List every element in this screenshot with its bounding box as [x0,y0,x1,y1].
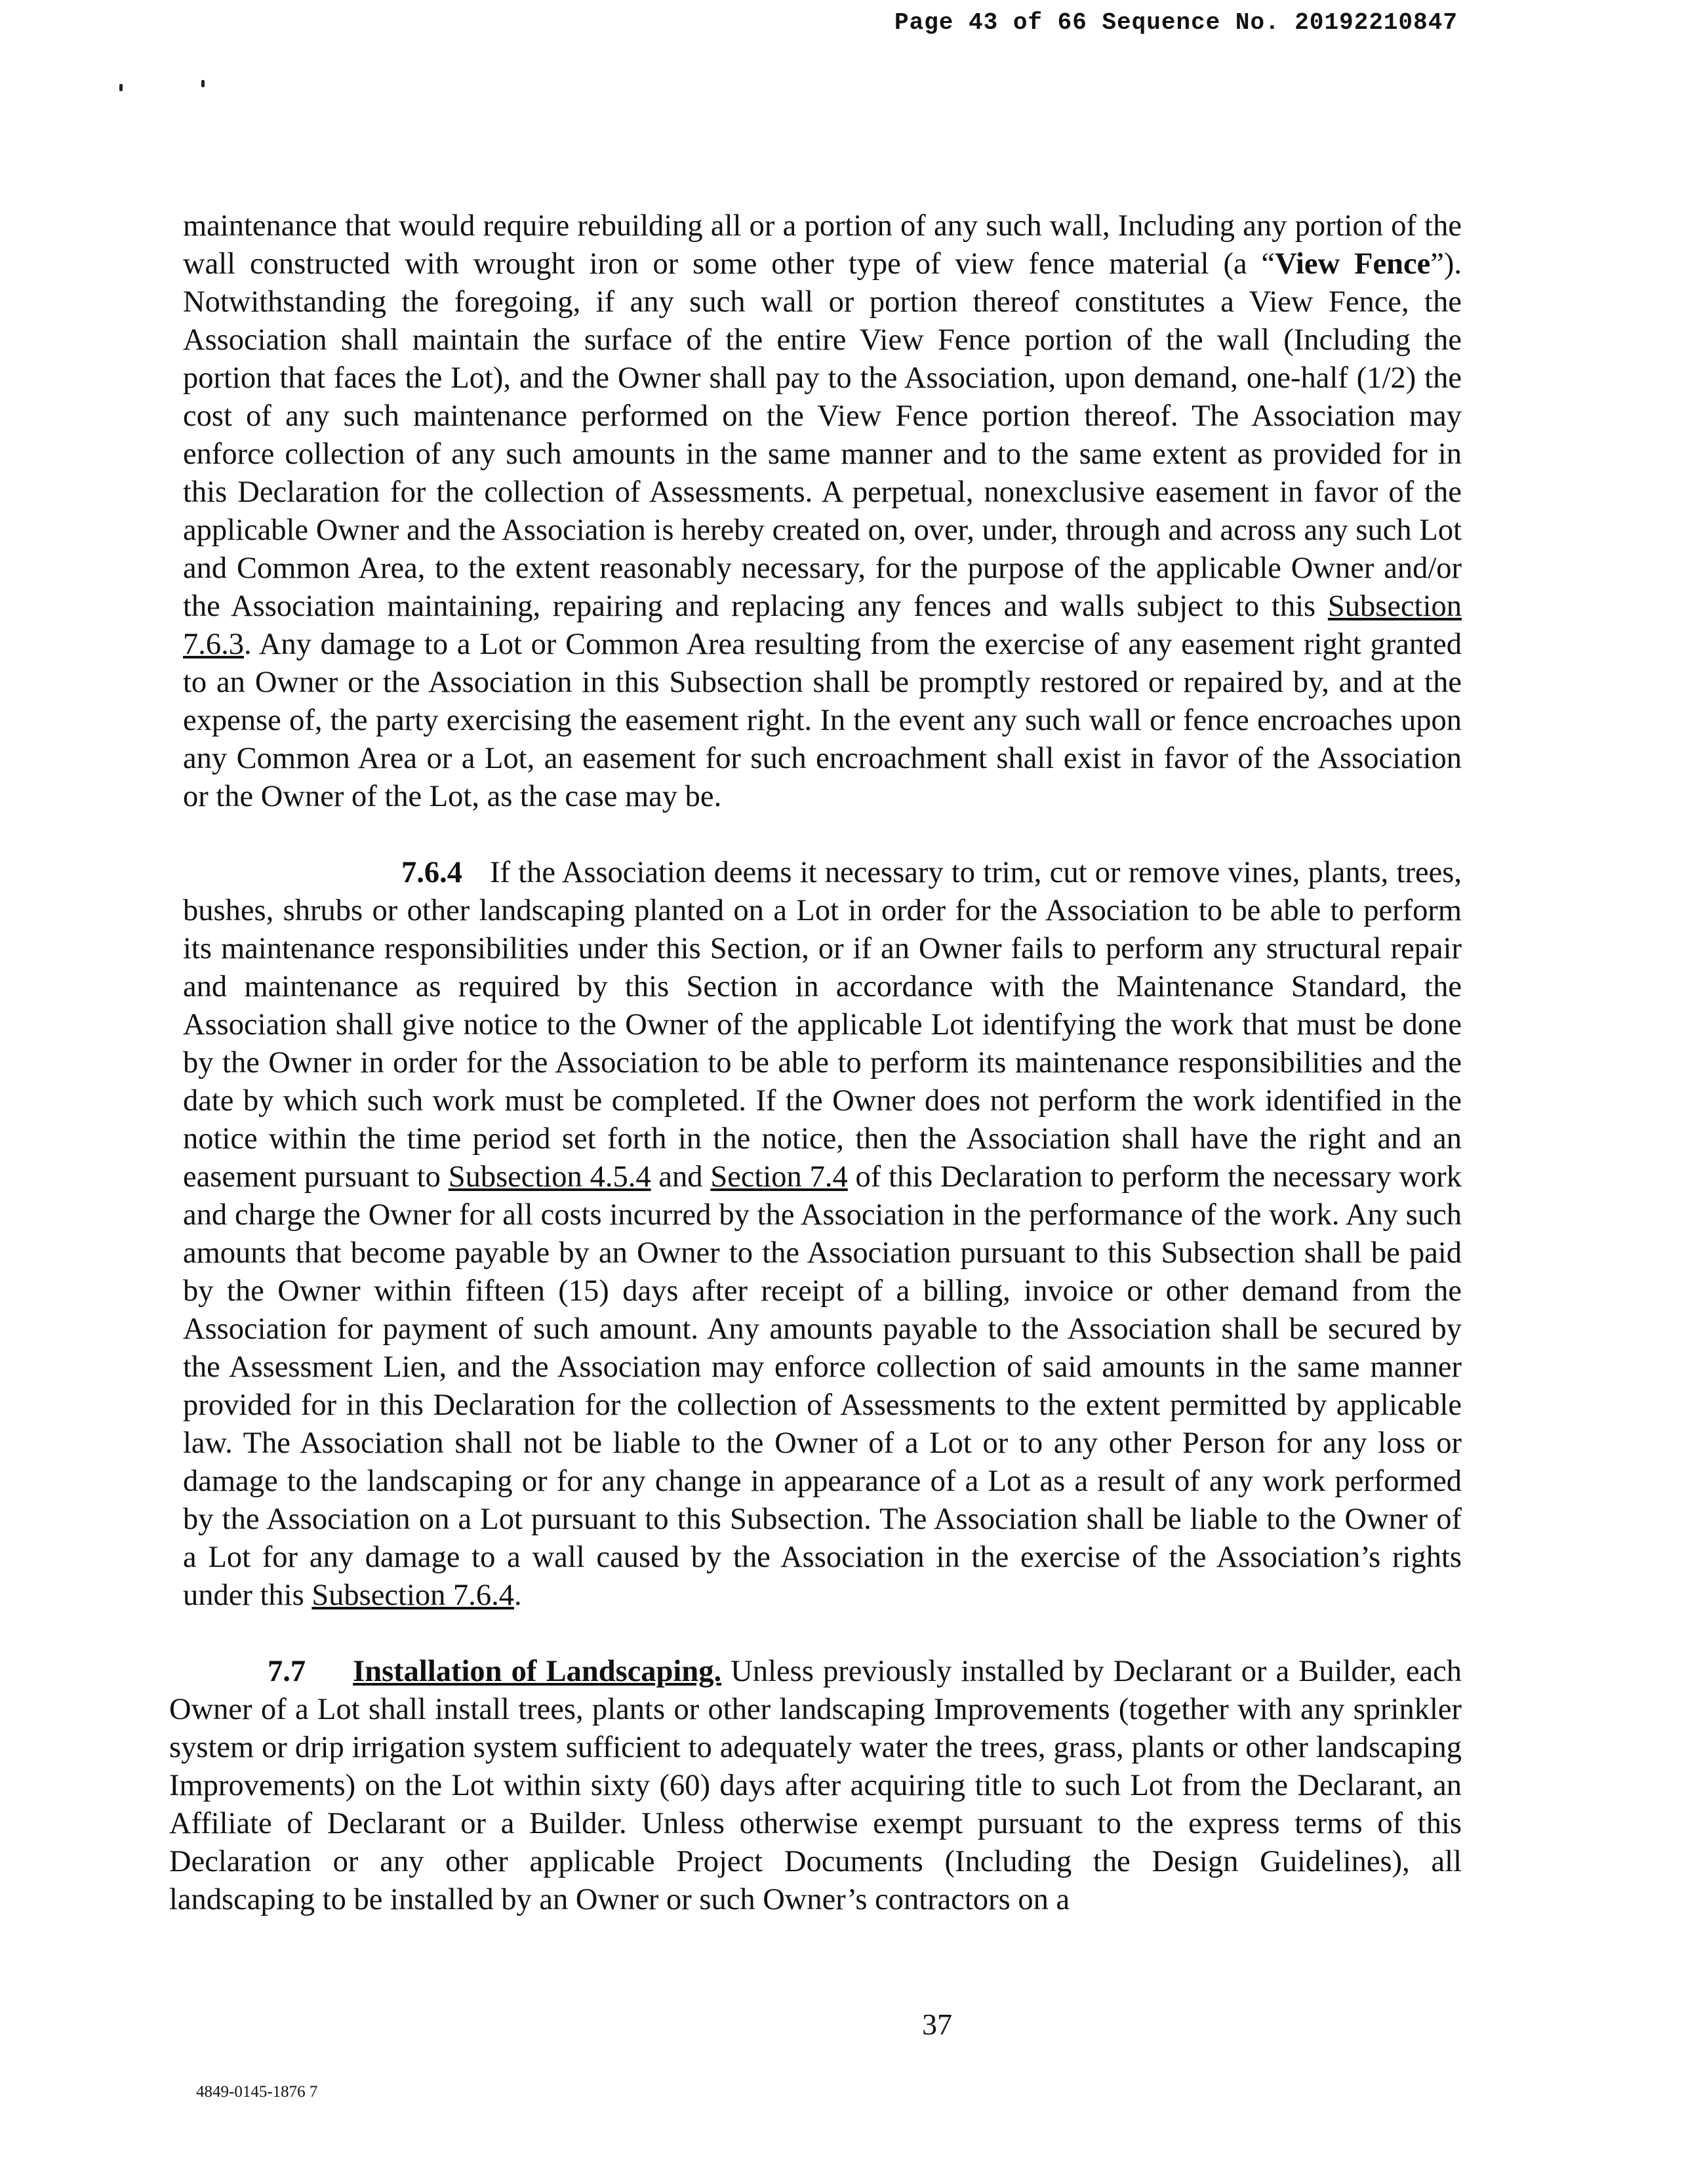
reference-section-7-4: Section 7.4 [710,1160,848,1194]
scan-speck [201,80,205,87]
section-number: 7.7 [268,1655,306,1688]
text-run: of this Declaration to perform the necessary work and charge the Owner for all costs incurred by the Association in the performance of the work. Any such amounts that become payable by an Owner to the Association pursuant to this Subsection shall be paid by the Owner within fifteen (15) days after receipt of a billing, invoice or other demand from the Association for payment of such amount. Any amounts payable to the Association shall be secured by the Assessment Lien, and the Association may enforce collection of said amounts in the same manner provided for in this Declaration for the collection of Assessments to the extent permitted by applicable law. The Association shall not be liable to the Owner of a Lot or to any other Person for any loss or damage to the landscaping or for any change in appearance of a Lot as a result of any work performed by the Association on a Lot pursuant to this Subsection. The Association shall be liable to the Owner of a Lot for any damage to a wall caused by the Association in the exercise of the Association’s rights under this [183,1160,1462,1612]
document-body [169,207,1462,1919]
paragraph-continuation [183,207,1462,816]
page-number: 37 [922,2008,952,2041]
document-id: 4849-0145-1876 7 [196,2083,318,2101]
paragraph-7-7 [169,1653,1462,1919]
reference-subsection-7-6-4: Subsection 7.6.4 [311,1579,515,1612]
page-header-stamp: Page 43 of 66 Sequence No. 20192210847 [894,9,1458,36]
reference-subsection-7-6-3: Subsection 7.6.3 [183,590,1462,661]
text-run: . [514,1579,522,1612]
text-run: maintenance that would require rebuilding all or a portion of any such wall, Including any portion of the wall constructed with wrought iron or some other type of view fence material (a “ [183,209,1462,281]
defined-term-view-fence: View Fence [1275,247,1431,281]
paragraph-7-6-4 [183,854,1462,1615]
text-run: ”). Notwithstanding the foregoing, if any such wall or portion thereof constitutes a View Fence, the Association shall maintain the surface of the entire View Fence portion of the wall (Including the portion that faces the Lot), and the Owner shall pay to the Association, upon demand, one-half (1/2) the cost of any such maintenance performed on the View Fence portion thereof. The Association may enforce collection of any such amounts in the same manner and to the same extent as provided for in this Declaration for the collection of Assessments. A perpetual, nonexclusive easement in favor of the applicable Owner and the Association is hereby created on, over, under, through and across any such Lot and Common Area, to the extent reasonably necessary, for the purpose of the applicable Owner and/or the Association maintaining, repairing and replacing any fences and walls subject to this [183,247,1462,623]
section-heading: Installation of Landscaping. [353,1655,722,1688]
text-run: and [651,1160,711,1194]
reference-subsection-4-5-4: Subsection 4.5.4 [448,1160,651,1194]
text-run: Unless previously installed by Declarant or a Builder, each Owner of a Lot shall install trees, plants or other landscaping Improvements (together with any sprinkler system or drip irrigation system sufficient to adequately water the trees, grass, plants or other landscaping Improvements) on the Lot within sixty (60) days after acquiring title to such Lot from the Declarant, an Affiliate of Declarant or a Builder. Unless otherwise exempt pursuant to the express terms of this Declaration or any other applicable Project Documents (Including the Design Guidelines), all landscaping to be installed by an Owner or such Owner’s contractors on a [169,1655,1462,1916]
text-run: If the Association deems it necessary to trim, cut or remove vines, plants, trees, bushes, shrubs or other landscaping planted on a Lot in order for the Association to be able to perform its maintenance responsibilities under this Section, or if an Owner fails to perform any structural repair and maintenance as required by this Section in accordance with the Maintenance Standard, the Association shall give notice to the Owner of the applicable Lot identifying the work that must be done by the Owner in order for the Association to be able to perform its maintenance responsibilities and the date by which such work must be completed. If the Owner does not perform the work identified in the notice within the time period set forth in the notice, then the Association shall have the right and an easement pursuant to [183,856,1462,1194]
section-number: 7.6.4 [401,856,462,889]
text-run: . Any damage to a Lot or Common Area resulting from the exercise of any easement right granted to an Owner or the Association in this Subsection shall be promptly restored or repaired by, and at the expense of, the party exercising the easement right. In the event any such wall or fence encroaches upon any Common Area or a Lot, an easement for such encroachment shall exist in favor of the Association or the Owner of the Lot, as the case may be. [183,628,1462,813]
scan-speck [119,84,123,91]
